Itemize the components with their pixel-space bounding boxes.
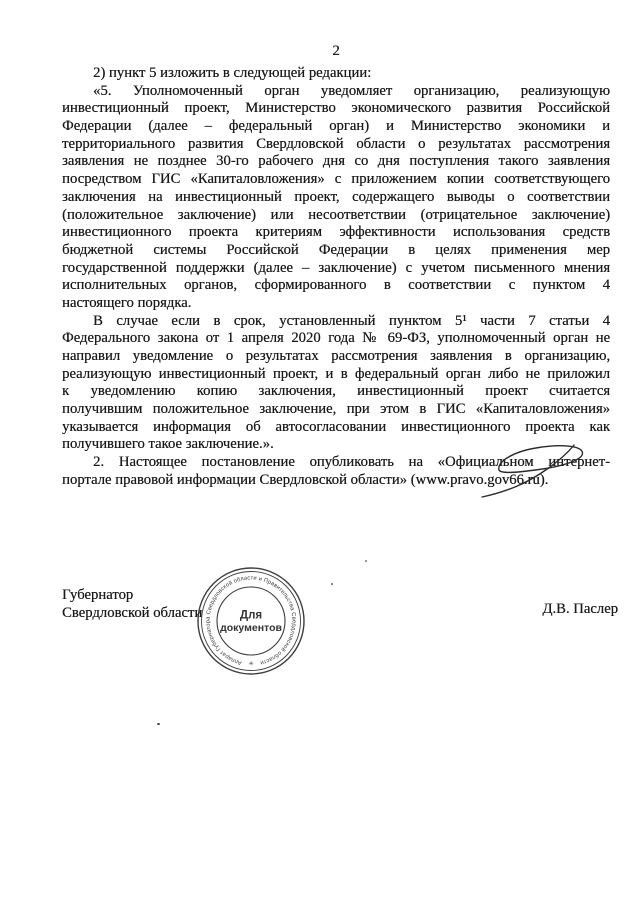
text-line: к уведомлению копию заключения, инвестиционный проект считается bbox=[62, 383, 610, 400]
text-line: (положительное заключение) или несоответствии (отрицательное заключение) bbox=[62, 206, 610, 223]
text-line: получившего такое заключение.». bbox=[62, 436, 274, 453]
signatory-post-line1: Губернатор bbox=[62, 587, 134, 603]
text-line: 2. Настоящее постановление опубликовать на «Официальном интернет- bbox=[93, 454, 610, 471]
text-line: инвестиционного проекта критериям эффективности использования средств bbox=[62, 224, 610, 241]
signatory-post-line2: Свердловской области bbox=[62, 605, 203, 621]
signatory-name: Д.В. Паслер bbox=[542, 601, 618, 617]
text-line: посредством ГИС «Капиталовложения» с приложением копии соответствующего bbox=[62, 171, 610, 188]
text-line: государственной поддержки (далее – заключение) с учетом письменного мнения bbox=[62, 259, 610, 276]
text-line: настоящего порядка. bbox=[62, 294, 192, 311]
text-line: реализующую инвестиционный проект, и в федеральный орган либо не приложил bbox=[62, 365, 610, 382]
text-line: направил уведомление о результатах рассмотрения заявления в организацию, bbox=[62, 348, 610, 364]
stamp-seal bbox=[191, 561, 311, 681]
stamp-star-icon: ✳ bbox=[248, 660, 254, 668]
text-line: заключения на инвестиционный проект, содержащего выводы о соответствии bbox=[62, 188, 610, 205]
stamp-ring-text: Аппарат Губернатора Свердловской области и Правительства Свердловской области bbox=[205, 575, 297, 666]
text-line: Федерального закона от 1 апреля 2020 года № 69-ФЗ, уполномоченный орган не bbox=[62, 330, 610, 347]
text-line: инвестиционный проект, Министерство экономического развития Российской bbox=[62, 100, 610, 117]
scan-speck bbox=[331, 583, 333, 585]
text-line: получившим положительное заключение, при этом в ГИС «Капиталовложения» bbox=[62, 401, 610, 418]
scan-speck bbox=[365, 560, 367, 562]
scan-speck bbox=[157, 723, 160, 725]
text-line: «5. Уполномоченный орган уведомляет организацию, реализующую bbox=[93, 82, 610, 99]
text-line: указывается информация об автосогласовании инвестиционного проекта как bbox=[62, 418, 610, 435]
text-line: 2) пункт 5 изложить в следующей редакции: bbox=[93, 65, 372, 81]
text-line: исполнительных органов, сформированного в соответствии с пунктом 4 bbox=[62, 277, 610, 294]
text-line: бюджетной системы Российской Федерации в целях применения мер bbox=[62, 241, 610, 258]
text-line: В случае если в срок, установленный пунктом 5¹ части 7 статьи 4 bbox=[93, 312, 610, 329]
text-line: портале правовой информации Свердловской области» (www.pravo.gov66.ru). bbox=[62, 471, 549, 488]
signatory-post bbox=[62, 586, 202, 622]
text-line: заявления не позднее 30-го рабочего дня со дня поступления такого заявления bbox=[62, 153, 610, 170]
stamp-center-text-2: документов bbox=[220, 622, 282, 634]
text-line: Федерации (далее – федеральный орган) и Министерство экономики и bbox=[62, 118, 610, 135]
document-body bbox=[62, 65, 610, 490]
page-number: 2 bbox=[332, 43, 340, 59]
stamp-center-text-1: Для bbox=[239, 609, 263, 622]
text-line: территориального развития Свердловской области о результатах рассмотрения bbox=[62, 135, 610, 152]
